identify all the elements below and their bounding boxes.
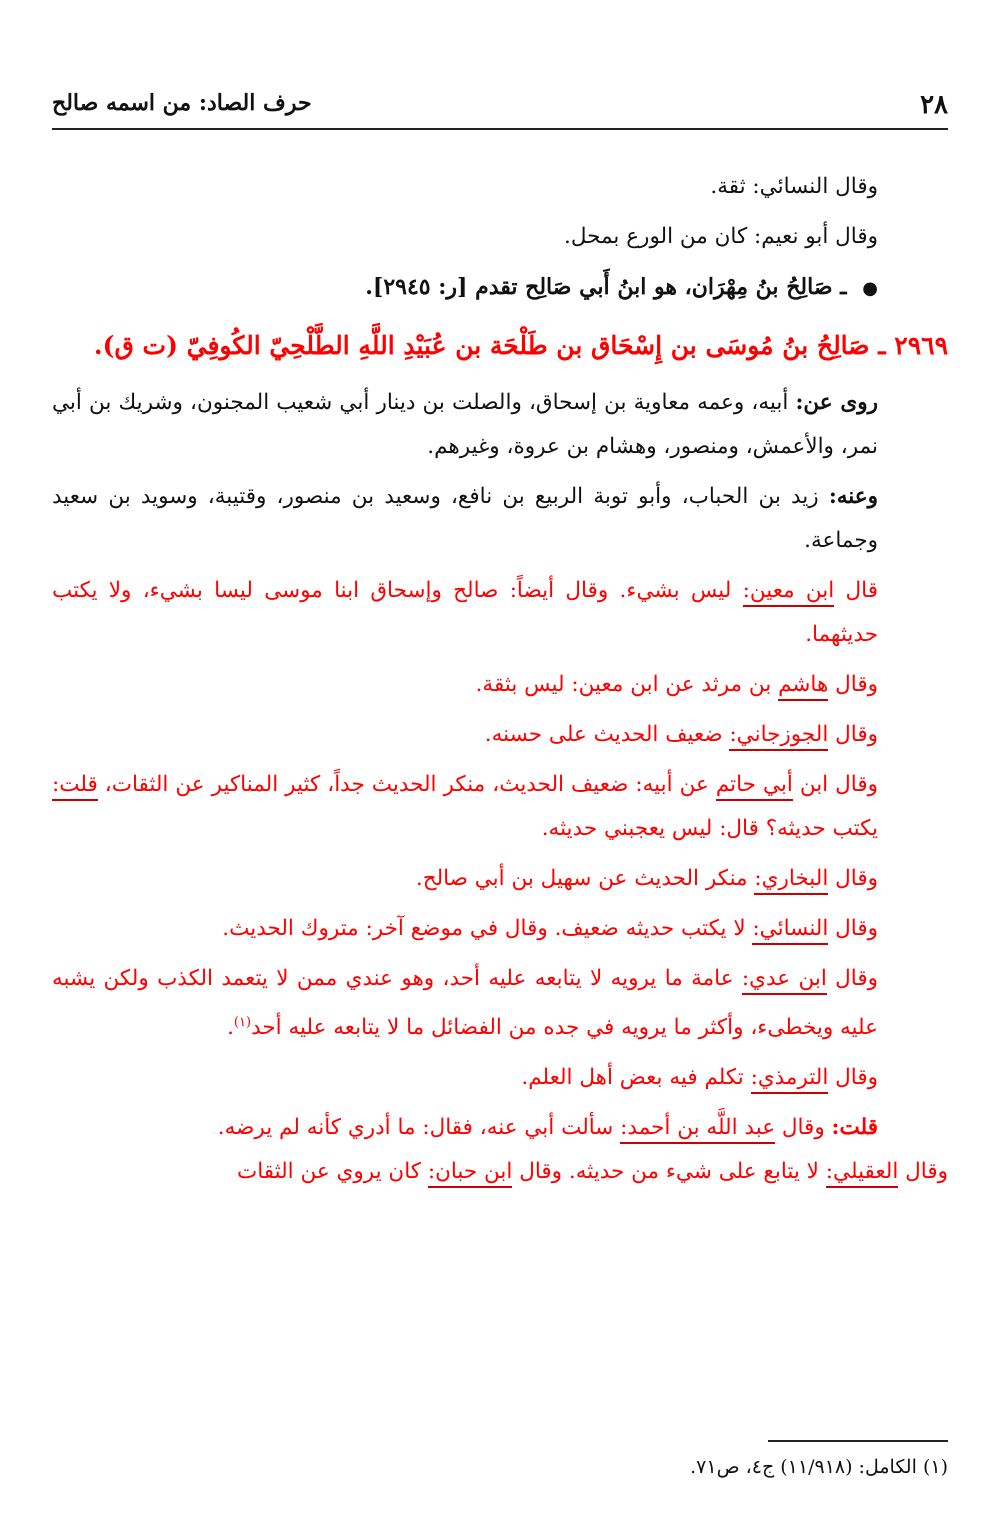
abu-hatim-text2: يكتب حديثه؟ قال: ليس يعجبني حديثه. bbox=[541, 816, 878, 841]
hashim-lead: وقال bbox=[828, 672, 878, 697]
hashim-text: بن مرثد عن ابن معين: ليس بثقة. bbox=[475, 672, 779, 697]
paragraph-ibn-maeen bbox=[52, 569, 948, 657]
entry-title: ـ صَالِحُ بنُ مُوسَى بن إِسْحَاق بن طَلْحَة بن عُبَيْدِ اللَّهِ الطَّلْحِيّ الكُوفِيّ (ت ق). bbox=[93, 331, 886, 360]
paragraph-uqayli bbox=[52, 1150, 948, 1194]
ibn-adi-end: . bbox=[227, 1015, 234, 1041]
bukhari-name: البخاري: bbox=[754, 866, 828, 895]
bukhari-text: منكر الحديث عن سهيل بن أبي صالح. bbox=[415, 866, 755, 891]
hashim-name: هاشم bbox=[778, 672, 828, 701]
paragraph-ibn-adi bbox=[52, 957, 948, 1050]
paragraph-abu-nuaym: وقال أبو نعيم: كان من الورع بمحل. bbox=[563, 224, 878, 249]
paragraph-anhu bbox=[52, 475, 948, 563]
jawzajani-name: الجوزجاني: bbox=[729, 722, 828, 751]
footnote-text: الكامل: (١١/٩١٨) ج٤، ص٧١. bbox=[690, 1456, 917, 1478]
ibn-hibban-text: كان يروي عن الثقات bbox=[236, 1159, 428, 1185]
anhu-label: وعنه: bbox=[828, 484, 878, 509]
footnote-reference[interactable]: (١) bbox=[233, 1015, 252, 1030]
paragraph-bukhari bbox=[52, 857, 948, 901]
nasai-name: النسائي: bbox=[752, 916, 828, 945]
tirmidhi-text: تكلم فيه بعض أهل العلم. bbox=[521, 1065, 751, 1091]
abdullah-name: عبد اللَّه بن أحمد: bbox=[620, 1115, 775, 1144]
abdullah-text: سألت أبي عنه، فقال: ما أدري كأنه لم يرضه. bbox=[217, 1115, 621, 1141]
running-title: حرف الصاد: من اسمه صالح bbox=[52, 90, 312, 116]
uqayli-text: لا يتابع على شيء من حديثه. وقال bbox=[512, 1159, 826, 1185]
bullet-icon: ● bbox=[862, 278, 878, 299]
abu-hatim-qultu: قلت: bbox=[52, 772, 98, 801]
nasai-lead: وقال bbox=[828, 916, 878, 941]
abu-hatim-lead: وقال ابن bbox=[792, 772, 878, 797]
abu-hatim-text1: عن أبيه: ضعيف الحديث، منكر الحديث جداً، كثير المناكير عن الثقات، bbox=[97, 772, 716, 797]
cross-reference-text: ـ صَالِحُ بنُ مِهْرَان، هو ابنُ أَبي صَالِح تقدم [ر: ٢٩٤٥]. bbox=[365, 274, 847, 300]
uqayli-lead: وقال bbox=[898, 1159, 948, 1185]
nasai-text: لا يكتب حديثه ضعيف. وقال في موضع آخر: متروك الحديث. bbox=[222, 916, 753, 941]
rawa-label: روى عن: bbox=[795, 390, 878, 415]
cross-reference-entry bbox=[52, 265, 948, 311]
paragraph-hashim bbox=[52, 663, 948, 707]
footnote-marker: (١) bbox=[922, 1456, 948, 1478]
ibn-adi-text: عامة ما يرويه لا يتابعه عليه أحد، وهو عندي ممن لا يتعمد الكذب ولكن يشبه عليه ويخطىء، وأكثر ما يرويه في جده من الفضائل ما لا يتابعه عليه أحد bbox=[52, 966, 878, 1041]
ibn-maeen-text: ليس بشيء. وقال أيضاً: صالح وإسحاق ابنا موسى ليسا بشيء، ولا يكتب حديثهما. bbox=[52, 578, 878, 647]
page-number: ٢٨ bbox=[920, 90, 948, 120]
ibn-adi-lead: وقال bbox=[826, 966, 878, 991]
page-body bbox=[52, 165, 948, 1200]
tirmidhi-name: الترمذي: bbox=[751, 1065, 829, 1094]
uqayli-name: العقيلي: bbox=[826, 1159, 899, 1188]
ibn-hibban-name: ابن حبان: bbox=[428, 1159, 513, 1188]
paragraph-abu-hatim bbox=[52, 763, 948, 851]
ibn-maeen-name: ابن معين: bbox=[743, 578, 835, 607]
page-header bbox=[52, 88, 948, 130]
entry-heading bbox=[52, 317, 948, 375]
abu-hatim-name: أبي حاتم bbox=[716, 772, 793, 801]
jawzajani-text: ضعيف الحديث على حسنه. bbox=[484, 722, 730, 747]
qultu-label: قلت: bbox=[831, 1115, 878, 1141]
paragraph-jawzajani bbox=[52, 713, 948, 757]
paragraph-nasai bbox=[52, 907, 948, 951]
ibn-adi-name: ابن عدي: bbox=[742, 966, 827, 995]
tirmidhi-lead: وقال bbox=[828, 1065, 878, 1091]
paragraph-rawa-an bbox=[52, 381, 948, 469]
abdullah-lead: وقال bbox=[775, 1115, 832, 1141]
anhu-text: زيد بن الحباب، وأبو توبة الربيع بن نافع، وسعيد بن منصور، وقتيبة، وسويد بن سعيد وجماعة. bbox=[52, 484, 878, 553]
paragraph-qultu bbox=[52, 1106, 948, 1150]
footnote bbox=[52, 1452, 948, 1482]
paragraph-tirmidhi bbox=[52, 1056, 948, 1100]
ibn-maeen-lead: قال bbox=[834, 578, 878, 603]
jawzajani-lead: وقال bbox=[828, 722, 878, 747]
bukhari-lead: وقال bbox=[828, 866, 878, 891]
rawa-text: أبيه، وعمه معاوية بن إسحاق، والصلت بن دينار أبي شعيب المجنون، وشريك بن أبي نمر، والأعمش، ومنصور، وهشام بن عروة، وغيرهم. bbox=[52, 390, 878, 459]
entry-number: ٢٩٦٩ bbox=[894, 331, 948, 360]
paragraph-nasai-thiqa: وقال النسائي: ثقة. bbox=[710, 174, 878, 199]
footnote-divider bbox=[768, 1440, 948, 1442]
